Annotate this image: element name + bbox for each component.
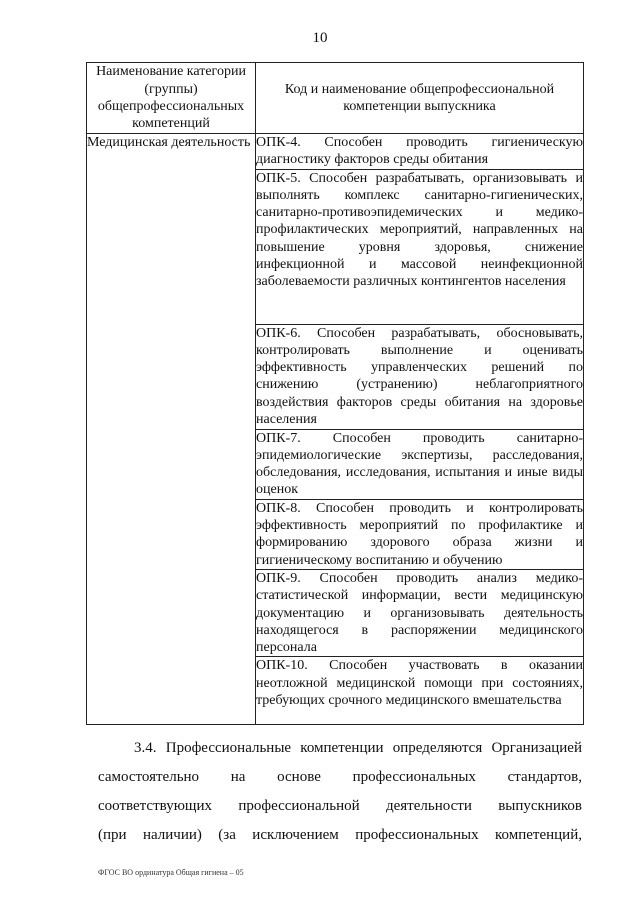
- competence-opk-8: ОПК-8. Способен проводить и контролировать эффективность мероприятий по профилактике и формированию здорового образа жизни и гигиеническому воспитанию и обучению: [256, 500, 583, 568]
- paragraph-line: самостоятельно на основе профессиональных стандартов,: [98, 769, 582, 785]
- competence-opk-4: ОПК-4. Способен проводить гигиеническую диагностику факторов среды обитания: [256, 135, 583, 168]
- competence-opk-5: ОПК-5. Способен разрабатывать, организовывать и выполнять комплекс санитарно-гигиенических, санитарно-противоэпидемических и медико-профилактических мероприятий, направленных на повышение уровня здоровья, снижение инфекционной и массовой неинфекционной заболеваемости различных контингентов населения: [256, 169, 584, 324]
- category-cell: Медицинская деятельность: [87, 134, 256, 725]
- paragraph-line: (при наличии) (за исключением профессиональных компетенций,: [98, 827, 582, 843]
- table-row: [87, 134, 584, 170]
- competence-opk-9: ОПК-9. Способен проводить анализ медико-статистической информации, вести медицинскую документацию и организовывать деятельность находящегося в распоряжении медицинского персонала: [256, 570, 583, 656]
- table-header-row: [87, 63, 584, 134]
- document-footer: ФГОС ВО ординатура Общая гигиена – 05: [98, 868, 244, 877]
- paragraph-line: 3.4. Профессиональные компетенции определяются Организацией: [134, 740, 582, 756]
- competence-opk-10: ОПК-10. Способен участвовать в оказании неотложной медицинской помощи при состояниях, требующих срочного медицинского вмешательства: [256, 657, 584, 725]
- header-competence: Код и наименование общепрофессиональной компетенции выпускника: [256, 63, 584, 134]
- section-3-4-paragraph: [98, 734, 582, 850]
- competence-opk-6: ОПК-6. Способен разрабатывать, обосновывать, контролировать выполнение и оценивать эффективность управленческих решений по снижению (устранению) неблагоприятного воздействия факторов среды обитания на здоровье населения: [256, 324, 584, 429]
- competencies-table: [86, 62, 584, 725]
- header-category: Наименование категории (группы) общепрофессиональных компетенций: [87, 63, 256, 134]
- competence-opk-7: ОПК-7. Способен проводить санитарно-эпидемиологические экспертизы, расследования, обследования, исследования, испытания и иные виды оценок: [256, 430, 583, 498]
- paragraph-line: соответствующих профессиональной деятельности выпускников: [98, 798, 582, 814]
- page-number: 10: [312, 30, 328, 46]
